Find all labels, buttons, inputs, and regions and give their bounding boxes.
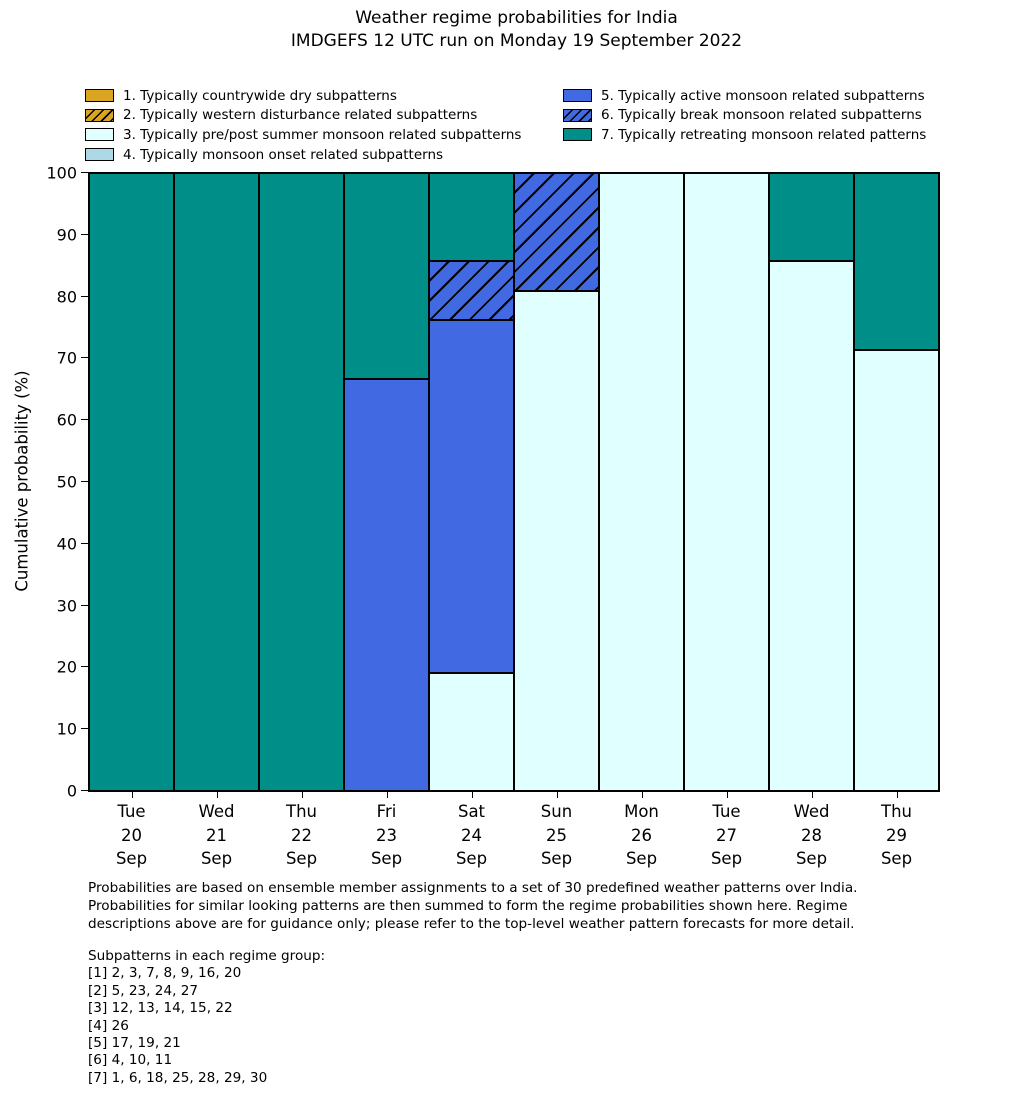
x-tick-label-line: Sep: [625, 849, 658, 868]
bar-thu-22-sep: [259, 173, 344, 791]
y-tick-mark: [81, 419, 89, 420]
legend-item: [563, 86, 926, 106]
subpatterns-line: [4] 26: [88, 1017, 129, 1034]
x-tick-label-line: Sep: [540, 849, 573, 868]
x-tick-label: [684, 800, 769, 871]
x-tick-label-line: 25: [546, 825, 567, 845]
y-tick-mark: [81, 728, 89, 729]
subpatterns-line: [5] 17, 19, 21: [88, 1035, 181, 1052]
x-tick-mark: [217, 791, 218, 798]
y-tick-label: 0: [66, 781, 77, 801]
segment-regime-7: [429, 173, 514, 261]
y-tick-label: 100: [46, 163, 77, 183]
x-tick-mark: [642, 791, 643, 798]
bar-wed-21-sep: [174, 173, 259, 791]
segment-regime-5: [429, 320, 514, 673]
x-tick-label-line: Mon: [624, 802, 659, 821]
x-tick-mark: [727, 791, 728, 798]
x-tick-label-line: Sun: [540, 802, 573, 821]
legend-label: 3. Typically pre/post summer monsoon related subpatterns: [123, 126, 522, 143]
legend-label: 4. Typically monsoon onset related subpatterns: [123, 146, 444, 163]
x-tick-label: [89, 800, 174, 871]
x-tick-label-line: 22: [291, 825, 312, 845]
x-tick-label: [259, 800, 344, 871]
x-tick-label: [769, 800, 854, 871]
subpatterns-line: [1] 2, 3, 7, 8, 9, 16, 20: [88, 965, 242, 982]
legend-swatch-regime-4: [85, 148, 114, 161]
y-tick-label: 60: [56, 410, 77, 430]
legend-column-right: [563, 86, 926, 145]
legend-swatch-regime-7: [563, 128, 592, 141]
footnote-line: Probabilities for similar looking patterns are then summed to form the regime probabilities shown here. Regime: [88, 898, 848, 915]
x-tick-label-line: 21: [206, 825, 227, 845]
x-tick-label-line: Tue: [712, 802, 741, 821]
x-tick-label-line: Sep: [370, 849, 403, 868]
chart-subtitle: IMDGEFS 12 UTC run on Monday 19 September 2022: [290, 31, 743, 51]
legend-label: 7. Typically retreating monsoon related patterns: [601, 126, 927, 143]
x-tick-label-line: 24: [461, 825, 482, 845]
y-tick-label: 20: [56, 657, 77, 677]
segment-regime-7: [854, 173, 939, 350]
x-tick-label-line: 20: [121, 825, 142, 845]
segment-regime-3: [599, 173, 684, 791]
chart-title: Weather regime probabilities for India: [355, 8, 678, 28]
bar-fri-23-sep: [344, 173, 429, 791]
x-tick-label-line: 29: [886, 825, 907, 845]
x-tick-label: [854, 800, 939, 871]
y-tick-label: 80: [56, 287, 77, 307]
y-tick-label: 10: [56, 719, 77, 739]
x-tick-label-line: 27: [716, 825, 737, 845]
x-tick-label: [429, 800, 514, 871]
x-tick-label-line: Sep: [880, 849, 913, 868]
x-tick-label-line: Wed: [793, 802, 830, 821]
y-tick-mark: [81, 790, 89, 791]
segment-regime-3: [769, 261, 854, 791]
subpatterns-line: [3] 12, 13, 14, 15, 22: [88, 1000, 233, 1017]
x-tick-label-line: 26: [631, 825, 652, 845]
segment-regime-3: [429, 673, 514, 791]
x-tick-label-line: Thu: [286, 802, 317, 821]
plot-area: [46, 163, 940, 868]
x-tick-label-line: Sep: [795, 849, 828, 868]
segment-regime-6: [429, 261, 514, 320]
segment-regime-7: [259, 173, 344, 791]
segment-regime-5: [344, 379, 429, 791]
y-tick-mark: [81, 234, 89, 235]
y-tick-mark: [81, 357, 89, 358]
y-tick-mark: [81, 605, 89, 606]
bar-wed-28-sep: [769, 173, 854, 791]
segment-regime-3: [514, 291, 599, 791]
x-tick-label-line: Sep: [710, 849, 743, 868]
segment-regime-7: [89, 173, 174, 791]
x-tick-mark: [472, 791, 473, 798]
segment-regime-7: [174, 173, 259, 791]
x-tick-label-line: Wed: [198, 802, 235, 821]
y-tick-label: 40: [56, 534, 77, 554]
footnote-line: descriptions above are for guidance only; please refer to the top-level weather pattern forecasts for more detail.: [88, 916, 855, 933]
x-tick-mark: [387, 791, 388, 798]
legend-item: [563, 125, 926, 145]
y-tick-label: 70: [56, 348, 77, 368]
subpatterns-line: [7] 1, 6, 18, 25, 28, 29, 30: [88, 1069, 268, 1086]
x-tick-label-line: 28: [801, 825, 822, 845]
legend-swatch-regime-2: [85, 109, 114, 122]
x-tick-label-line: Sep: [285, 849, 318, 868]
bar-tue-20-sep: [89, 173, 174, 791]
y-tick-mark: [81, 172, 89, 173]
segment-regime-7: [344, 173, 429, 379]
bar-tue-27-sep: [684, 173, 769, 791]
y-axis-label: Cumulative probability (%): [12, 370, 32, 592]
legend-item: [85, 86, 521, 106]
legend-swatch-regime-6: [563, 109, 592, 122]
x-tick-label: [514, 800, 599, 871]
x-tick-label: [174, 800, 259, 871]
x-tick-mark: [557, 791, 558, 798]
legend-label: 2. Typically western disturbance related subpatterns: [123, 107, 478, 124]
y-tick-mark: [81, 296, 89, 297]
subpatterns-header: Subpatterns in each regime group:: [88, 948, 326, 964]
x-tick-mark: [132, 791, 133, 798]
x-tick-label-line: Sep: [200, 849, 233, 868]
subpatterns-line: [2] 5, 23, 24, 27: [88, 982, 199, 999]
legend-swatch-regime-1: [85, 89, 114, 102]
subpatterns-line: [6] 4, 10, 11: [88, 1052, 173, 1069]
x-tick-mark: [302, 791, 303, 798]
legend-column-left: [85, 86, 521, 164]
legend-swatch-regime-3: [85, 128, 114, 141]
footnote: [88, 879, 857, 934]
legend-label: 5. Typically active monsoon related subpatterns: [601, 87, 925, 104]
x-tick-label-line: Sep: [115, 849, 148, 868]
subpatterns-list: [88, 948, 325, 1087]
segment-regime-3: [684, 173, 769, 791]
legend-item: [85, 125, 521, 145]
legend-item: [85, 145, 521, 165]
y-tick-label: 90: [56, 225, 77, 245]
segment-regime-6: [514, 173, 599, 291]
bar-sat-24-sep: [429, 173, 514, 791]
x-tick-label-line: Fri: [376, 802, 397, 821]
bar-thu-29-sep: [854, 173, 939, 791]
legend-label: 6. Typically break monsoon related subpatterns: [601, 107, 922, 124]
y-tick-label: 50: [56, 472, 77, 492]
bar-sun-25-sep: [514, 173, 599, 791]
x-tick-label-line: Thu: [881, 802, 912, 821]
segment-regime-3: [854, 350, 939, 791]
x-tick-mark: [897, 791, 898, 798]
legend-item: [85, 106, 521, 126]
x-tick-label-line: Sep: [455, 849, 488, 868]
segment-regime-7: [769, 173, 854, 261]
x-tick-mark: [812, 791, 813, 798]
x-tick-label-line: 23: [376, 825, 397, 845]
x-tick-label-line: Tue: [117, 802, 146, 821]
y-tick-label: 30: [56, 596, 77, 616]
footnote-line: Probabilities are based on ensemble member assignments to a set of 30 predefined weather patterns over India.: [88, 880, 858, 896]
x-tick-label: [344, 800, 429, 871]
legend-item: [563, 106, 926, 126]
y-tick-mark: [81, 543, 89, 544]
bar-mon-26-sep: [599, 173, 684, 791]
legend-label: 1. Typically countrywide dry subpatterns: [123, 87, 397, 104]
x-tick-label-line: Sat: [457, 802, 486, 821]
x-tick-label: [599, 800, 684, 871]
legend-swatch-regime-5: [563, 89, 592, 102]
y-tick-mark: [81, 666, 89, 667]
y-tick-mark: [81, 481, 89, 482]
